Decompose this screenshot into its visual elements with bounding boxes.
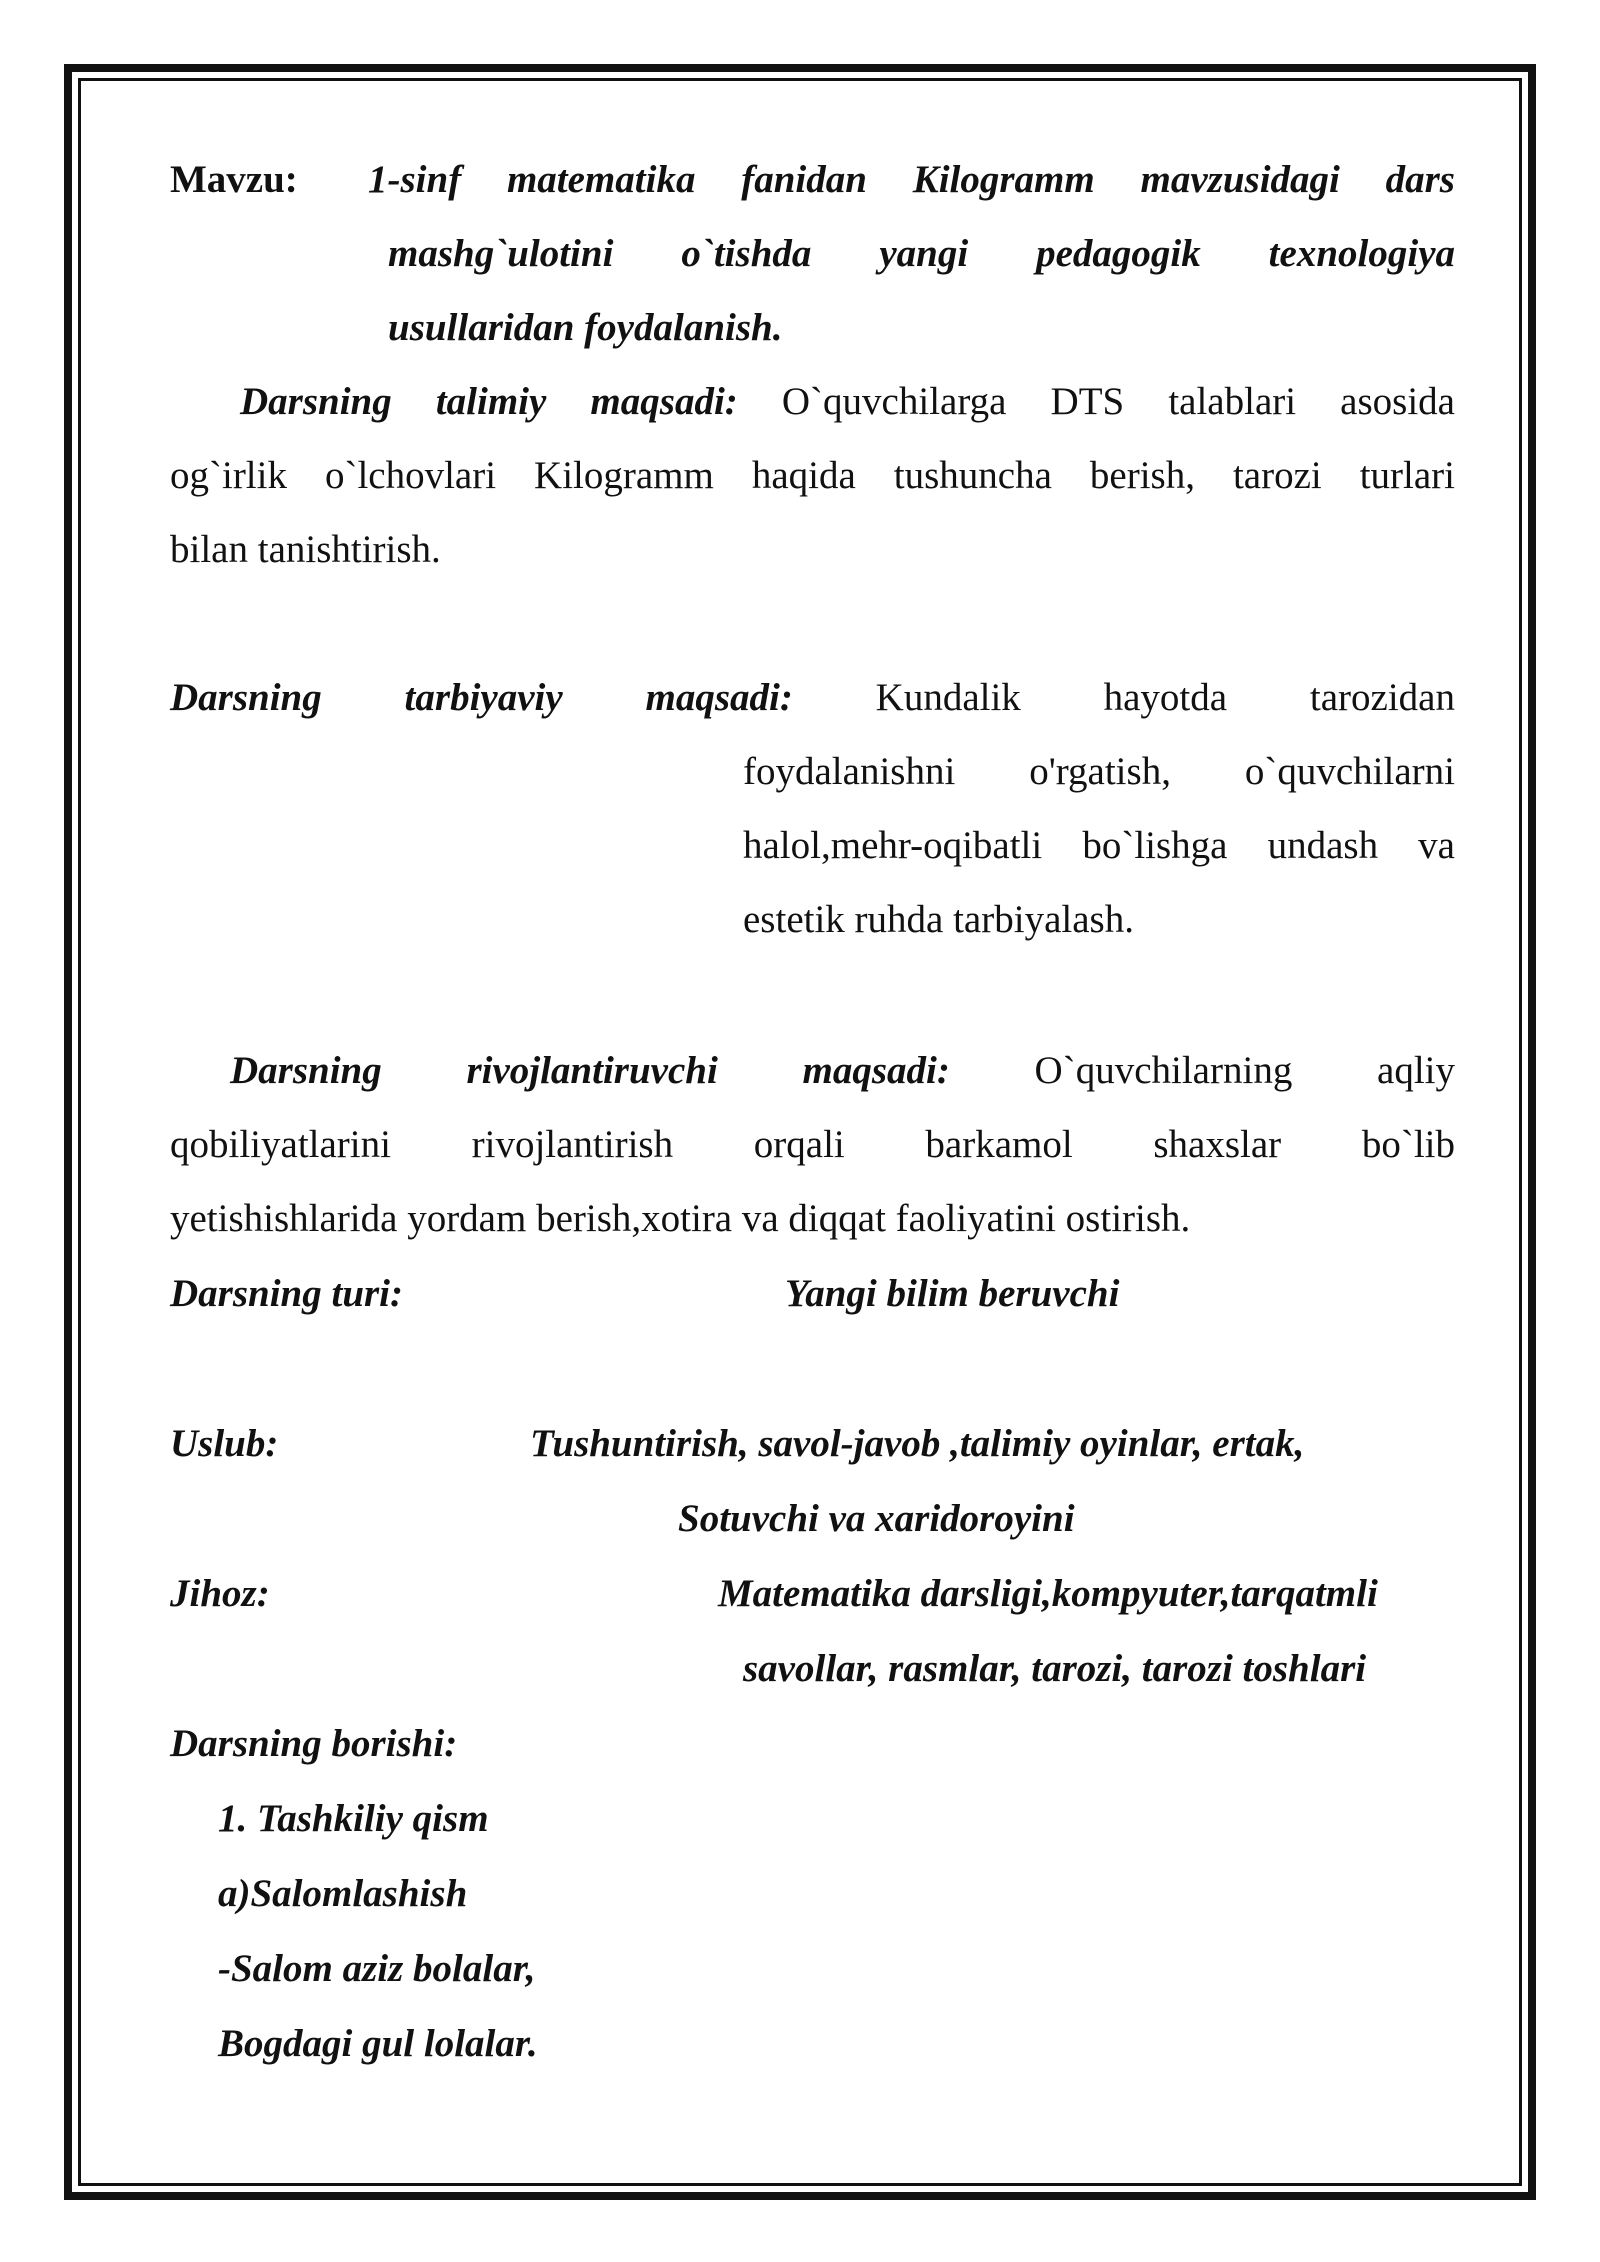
talimiy-line-1	[240, 378, 1455, 426]
uslub-line-2: Sotuvchi va xaridoroyini	[678, 1497, 1075, 1540]
mavzu-line-1: 1-sinf matematika fanidan Kilogramm mavzusidagi dars	[368, 158, 1455, 201]
talimiy-line-2: og`irlik o`lchovlari Kilogramm haqida tushuncha berish, tarozi turlari	[170, 454, 1455, 497]
talimiy-label: Darsning talimiy maqsadi:	[240, 380, 738, 423]
tarbiyaviy-line-2: foydalanishni o'rgatish, o`quvchilarni	[743, 750, 1455, 793]
tarbiyaviy-line-4: estetik ruhda tarbiyalash.	[743, 898, 1134, 941]
mavzu-label: Mavzu:	[170, 158, 298, 201]
tarbiyaviy-line-3: halol,mehr-oqibatli bo`lishga undash va	[743, 824, 1455, 867]
rivojlantiruvchi-line-2: qobiliyatlarini rivojlantirish orqali barkamol shaxslar bo`lib	[170, 1123, 1455, 1166]
mavzu-line-3: usullaridan foydalanish.	[388, 306, 783, 349]
tarbiyaviy-line-1-text: Kundalik hayotda tarozidan	[875, 676, 1455, 719]
talimiy-line-3: bilan tanishtirish.	[170, 528, 441, 571]
talimiy-line-1-text: O`quvchilarga DTS talablari asosida	[781, 380, 1455, 423]
jihoz-line-2: savollar, rasmlar, tarozi, tarozi toshlari	[743, 1647, 1367, 1690]
mavzu-line-2: mashg`ulotini o`tishda yangi pedagogik texnologiya	[388, 232, 1455, 275]
borishi-item-2: a)Salomlashish	[218, 1872, 468, 1915]
borishi-item-4: Bogdagi gul lolalar.	[218, 2022, 538, 2065]
jihoz-line-1: Matematika darsligi,kompyuter,tarqatmli	[718, 1572, 1378, 1615]
jihoz-label: Jihoz:	[170, 1572, 270, 1615]
uslub-line-1: Tushuntirish, savol-javob ,talimiy oyinlar, ertak,	[530, 1422, 1305, 1465]
rivojlantiruvchi-label: Darsning rivojlantiruvchi maqsadi:	[230, 1049, 950, 1092]
turi-label: Darsning turi:	[170, 1272, 404, 1315]
borishi-label: Darsning borishi:	[170, 1722, 458, 1765]
borishi-item-1: 1. Tashkiliy qism	[218, 1797, 489, 1840]
rivojlantiruvchi-line-1-text: O`quvchilarning aqliy	[1034, 1049, 1455, 1092]
tarbiyaviy-label: Darsning tarbiyaviy maqsadi:	[170, 676, 793, 719]
borishi-item-3: -Salom aziz bolalar,	[218, 1947, 536, 1990]
rivojlantiruvchi-line-3: yetishishlarida yordam berish,xotira va diqqat faoliyatini ostirish.	[170, 1197, 1191, 1240]
turi-value: Yangi bilim beruvchi	[785, 1272, 1120, 1315]
tarbiyaviy-line-1	[170, 674, 1455, 722]
uslub-label: Uslub:	[170, 1422, 279, 1465]
rivojlantiruvchi-line-1	[230, 1047, 1455, 1095]
